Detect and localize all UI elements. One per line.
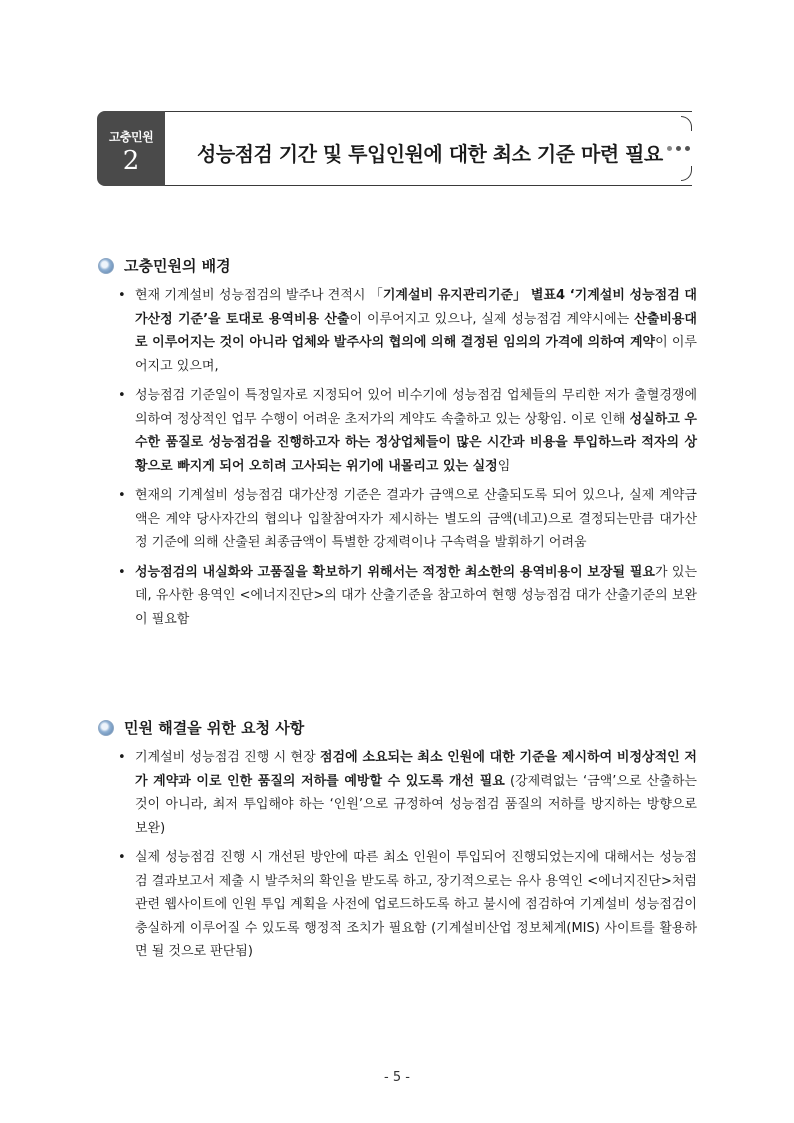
badge-label: 고충민원 [108, 130, 154, 144]
list-item [117, 484, 697, 555]
body-text: 이 이루어지고 있으나, 실제 성능점검 계약시에는 [349, 311, 635, 327]
section-title-request [98, 717, 304, 738]
page-number: - 5 - [384, 1070, 410, 1085]
complaint-badge [97, 111, 165, 186]
list-item [117, 561, 697, 632]
emphasis-text: 기계설비 유지관리기준」 별표4 ‘기계설비 성능점검 대가산정 기준’을 토대로 용역비용 산출 [135, 288, 697, 327]
complaint-header [97, 111, 694, 187]
section-title-text: 민원 해결을 위한 요청 사항 [124, 719, 305, 737]
request-list [117, 746, 697, 970]
frame-corner-bottom [681, 166, 692, 181]
list-item [117, 846, 697, 964]
body-text: (강제력없는 ‘금액’으로 산출하는 것이 아니라, 최저 투입해야 하는 ‘인원’으로 규정하여 성능점검 품질의 저하를 방지하는 방향으로 보완) [135, 773, 697, 836]
list-item [117, 384, 697, 478]
emphasis-text: 성능점검의 내실화와 고품질을 확보하기 위해서는 적정한 최소한의 용역비용이 보장될 필요 [135, 564, 655, 580]
page-title: 성능점검 기간 및 투입인원에 대한 최소 기준 마련 필요 [197, 142, 663, 166]
body-text: 현재의 기계설비 성능점검 대가산정 기준은 결과가 금액으로 산출되도록 되어 있으나, 실제 계약금액은 계약 당사자간의 협의나 입찰참여자가 제시하는 별도의 금액(네고)으로 결정되는만큼 대가산정 기준에 의해 산출된 최종금액이 특별한 강제력이나 구속력을 발휘하기 어려움 [135, 488, 697, 550]
body-text: 성능점검 기준일이 특정일자로 지정되어 있어 비수기에 성능점검 업체들의 무리한 저가 출혈경쟁에 의하여 정상적인 업무 수행이 어려운 초저가의 계약도 속출하고 있는 상황임. 이로 인해 [135, 388, 697, 427]
emphasis-text: 성실하고 우수한 품질로 성능점검을 진행하고자 하는 정상업체들이 많은 시간과 비용을 투입하느라 적자의 상황으로 빠지게 되어 오히려 고사되는 위기에 내몰리고 있는 실정 [135, 411, 697, 474]
frame-corner-top [681, 116, 692, 131]
emphasis-text: 산출비용대로 이루어지는 것이 아니라 업체와 발주사의 협의에 의해 결정된 임의의 가격에 의하여 계약 [135, 311, 697, 350]
section-title-text: 고충민원의 배경 [124, 257, 231, 275]
list-item [117, 284, 697, 378]
badge-number: 2 [122, 146, 140, 176]
emphasis-text: 점검에 소요되는 최소 인원에 대한 기준을 제시하여 비정상적인 저가 계약과 이로 인한 품질의 저하를 예방할 수 있도록 개선 필요 [135, 750, 697, 789]
body-text: 가 있는데, 유사한 용역인 <에너지진단>의 대가 산출기준을 참고하여 현행 성능점검 대가 산출기준의 보완이 필요함 [135, 564, 698, 627]
body-text: 실제 성능점검 진행 시 개선된 방안에 따른 최소 인원이 투입되어 진행되었는지에 대해서는 성능점검 결과보고서 제출 시 발주처의 확인을 받도록 하고, 장기적으로는 유사 용역인 <에너지진단>처럼 관련 웹사이트에 인원 투입 계획을 사전에 업로드하도록 하고 불시에 점검하여 기계설비 성능점검이 충실하게 이루어질 수 있도록 행정적 조치가 필요함 (기계설비산업 정보체계(MIS) 사이트를 활용하면 될 것으로 판단됨) [135, 850, 697, 959]
body-text: 기계설비 성능점검 진행 시 현장 [135, 750, 320, 765]
body-text: 임 [497, 458, 511, 474]
section-title-background [98, 255, 231, 276]
bullet-circle-icon [98, 258, 114, 274]
bullet-circle-icon [98, 720, 114, 736]
body-text: 이 이루어지고 있으며, [135, 335, 697, 374]
list-item [117, 746, 697, 840]
dots-icon [667, 146, 690, 151]
body-text: 현재 기계설비 성능점검의 발주나 견적시 「 [135, 288, 383, 303]
background-list [117, 284, 697, 637]
